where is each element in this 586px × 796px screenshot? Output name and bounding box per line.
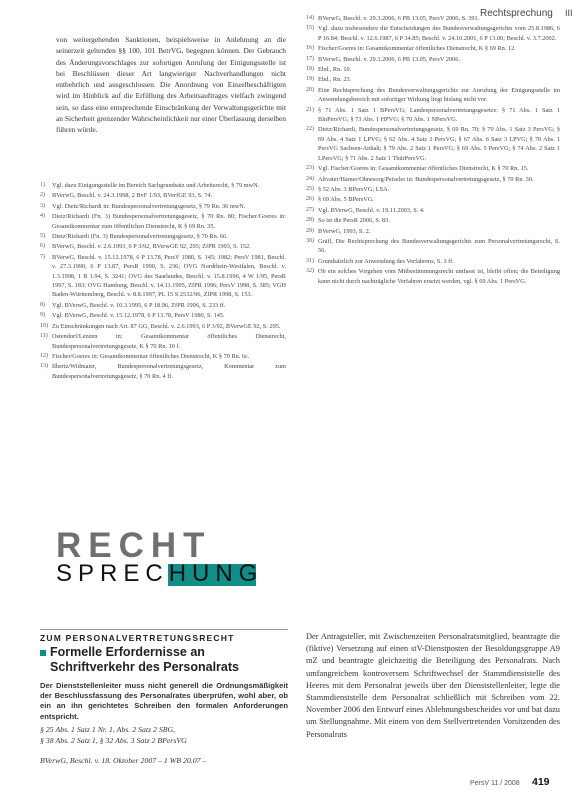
footnote-number: 31) (306, 257, 314, 264)
footnote-text: Fischer/Goeres in: Gesamtkommentar öffentliches Dienstrecht, K § 69 Rn. 12. (318, 45, 516, 53)
footnote-text: Zu Einschränkungen nach Art. 87 GG, Beschl. v. 2.6.1993, 6 P 3/92, BVerwGE 92, S. 295. (52, 322, 281, 330)
footnote-number: 28) (306, 217, 314, 224)
article-title: Formelle Erfordernisse an Schriftverkehr des Personalrats (50, 645, 239, 674)
footnote-text: BVerwG, Beschl. v. 15.12.1978, 6 P 13.78, PersV 1980, S. 145; 1982; PersV 1981, Beschl. v. 27.3.1990, 6 P 13.87, PersR 1990, S. 236; OVG Nordrhein-Westfalen, Beschl. v. 1.3.1998, 1 B 1.94, S. 3241; OVG des Saarlandes, Beschl. v. 15.8.1996, 4 W 1/95, PersR 1997, S. 183; OVG Hamburg, Beschl. v. 14.11.1995, ZfPR 1996; PersV 1998, S. 385; VGH Baden-Württemberg, Beschl. v. 8.8.1997, PL 15 S 2532/96, ZfPR 1998, S. 153. (52, 253, 286, 299)
footnote-number: 16) (306, 45, 314, 52)
footnote-text: Vgl. BVerwG, Beschl. v. 15.12.1978, 6 P 13.78, PersV 1980, S. 145. (52, 312, 225, 320)
footnote-number: 3) (40, 202, 45, 209)
footnote (40, 301, 286, 310)
footnote-number: 14) (306, 15, 314, 21)
footnote (306, 24, 560, 43)
footnote-number: 9) (40, 312, 45, 319)
footnote-text: Vgl. dazu insbesondere die Entscheidungen des Bundesverwaltungsgerichts vom 25.8.1986, 6 P 16.84; Beschl. v. 12.6.1987, 6 P 34.85; Beschl. v. 24.10.2001, 6 P 13.00; Beschl. v. 3.7.2002. (318, 25, 560, 42)
footnote (40, 253, 286, 300)
footnote-text: Dietz/Richardi (Fn. 3) Bundespersonalvertretungsgesetz, § 70 Rn. 80; Fischer/Goeres in: Gesamtkommentar zum öffentlichen Dienstrecht, K § 69 Rn. 35. (52, 213, 286, 230)
footnote (40, 332, 286, 351)
footnote (40, 181, 286, 190)
article-body (306, 631, 560, 741)
footnote-number: 12) (40, 352, 48, 359)
footnote (40, 362, 286, 381)
footnote-text: Vgl. BVerwG, Beschl. v. 10.3.1995, 6 P 18.96, ZfPR 1996, S. 233 ff. (52, 301, 226, 309)
footnote-text: Ilbertz/Widmaier, Bundespersonalvertretungsgesetz, Kommentar zum Bundespersonalvertretungsgesetz, § 70 Rn. 4 ff. (52, 363, 286, 380)
legal-ref: § 25 Abs. 1 Satz 1 Nr. 1, Abs. 2 Satz 2 SBG, (40, 725, 176, 734)
footnote-number: 32) (306, 268, 314, 275)
footnote-number: 13) (40, 363, 48, 370)
header-section: Rechtsprechung (480, 8, 553, 19)
footnote (306, 65, 560, 74)
footnote-text: Eine Rechtsprechung des Bundesverwaltungsgerichts zur Anrufung der Einigungsstelle im Anwendungsbereich mit sofortiger Wirkung liegt bislang nicht vor. (318, 86, 560, 104)
article-court-citation: BVerwG, Beschl. v. 18. Oktober 2007 – 1 WB 20.07 – (40, 756, 207, 765)
left-footnotes (40, 181, 286, 382)
footnote-text: Ebd., Rn. 23. (318, 76, 352, 84)
footnote (40, 232, 286, 241)
footnote-text: BVerwG, Beschl. v. 29.3.2006, 6 PB 13.05, PersV 2006. (318, 55, 461, 63)
footnote-text: Vgl. Fischer/Goeres in: Gesamtkommentar öffentliches Dienstrecht, K § 70 Rn. 15. (318, 165, 529, 173)
footnote-number: 27) (306, 206, 314, 213)
footnote (306, 195, 560, 204)
footnote (40, 352, 286, 361)
footnote-text: Ebd., Rn. 10. (318, 66, 352, 74)
footnote-text: So ist die PersR 2006, S. 83. (318, 217, 390, 225)
section-heading: ZUM PERSONALVERTRETUNGSRECHT (40, 633, 235, 643)
footnote (40, 242, 286, 251)
footnote-text: Vgl. dazu Einigungsstelle im Bereich Sachgrundsatz und Arbeitsrecht, § 79 mwN. (52, 182, 260, 189)
footnote-number: 8) (40, 301, 45, 308)
footnote-number: 2) (40, 192, 45, 199)
footnote-text: Dietz/Richardi, Bundespersonalvertretungsgesetz, § 69 Rn. 70; § 70 Abs. 1 Satz 3 PersVG; § 69 Abs. 4 Satz 1 LPVG; § 62 Abs. 4 Satz 2 PersVG; § 67 Abs. 6 Satz 3 LPVG; § 70 Abs. 1 PersVG Sachsen-Anhalt; § 79 Abs. 2 Satz 1 PersVG; § 69 Abs. 5 PersVG; § 74 Abs. 2 Satz 1 LPersVG; § 71 Abs. 2 Satz 1 ThürPersVG. (318, 126, 560, 162)
footnote (40, 212, 286, 231)
footnote-text: § 71 Abs. 1 Satz 1 BPersVG; Landespersonalvertretungsgesetze: § 71 Abs. 1 Satz 1 BlnPersVG; § 73 Abs. 1 HPVG; § 70 Abs. 1 NPersVG. (318, 106, 560, 124)
footnote-text: § 52 Abs. 3 BPersVG; LSA. (318, 185, 390, 193)
page-number: 419 (532, 776, 550, 788)
footnote (306, 164, 560, 173)
footnote-number: 18) (306, 66, 314, 73)
footnote-number: 24) (306, 175, 314, 182)
footnote-text: Dietz/Richardi (Fn. 3) Bundespersonalvertretungsgesetz, § 70 Rn. 66. (52, 233, 228, 241)
footnote-number: 22) (306, 126, 314, 133)
banner-recht: RECHT (56, 526, 212, 565)
section-rule (40, 629, 288, 630)
footnote (306, 267, 560, 286)
footnote (306, 106, 560, 125)
header-mark: III (565, 8, 573, 18)
footnote-number: 25) (306, 185, 314, 192)
footnote-number: 20) (306, 86, 314, 93)
footnote-text: Vgl. BVerwG, Beschl. v. 19.11.2003, S. 4. (318, 206, 425, 214)
footnote (306, 237, 560, 256)
footnote-text: Altvater/Hamer/Ohnesorg/Peiseler in: Bundespersonalvertretungsgesetz, § 70 Rn. 30. (318, 175, 534, 183)
footnote-text: Gräfl, Die Rechtsprechung des Bundesverwaltungsgerichts zum Personalvertretungsrecht, S. 56. (318, 237, 560, 255)
footnote (306, 44, 560, 53)
right-footnotes (306, 14, 560, 287)
footnote (306, 125, 560, 163)
footnote-number: 10) (40, 322, 48, 329)
footnote-number: 5) (40, 233, 45, 240)
footnote (306, 257, 560, 266)
footnote (40, 202, 286, 211)
footnote-number: 7) (40, 253, 45, 260)
footnote-number: 1) (40, 182, 45, 188)
paragraph: von weitergehenden Sanktionen, beispielsweise in Anlehnung an die seinerzeit geltenden §§ 100, 101 BetrVG, begegnen können. Der Gebrauch des Änderungsvorschlages zur sofortigen Anrufung der Einigungsstelle ist bei Beschlüssen dieser Art langwieriger Nachverhandlungen nicht entbehrlich und ausgeschlossen. Die Anordnung von Einzelbeschäftigten wird im Hinblick auf die Erfüllung des Arbeitsauftrages vielfach zwingend sein, so dass eine entsprechende Einschränkung der Verwaltungsgerichte mit an Sicherheit grenzender Wahrscheinlichkeit nur einer Überlassung derselben führen würde. (56, 35, 286, 135)
footnote (306, 185, 560, 194)
footnote-number: 19) (306, 76, 314, 83)
footnote (306, 86, 560, 105)
left-body-text (56, 34, 286, 136)
footnote-number: 30) (306, 237, 314, 244)
footnote-number: 11) (40, 333, 48, 340)
footnote-number: 6) (40, 243, 45, 250)
footnote (306, 216, 560, 225)
footnote-text: Ostendorf/Lenzen in: Gesamtkommentar öffentliches Dienstrecht, Bundespersonalvertretungsgesetz, K § 70 Rn. 10 f. (52, 333, 286, 350)
footnote-number: 15) (306, 25, 314, 32)
footnote-number: 23) (306, 165, 314, 172)
footnote (306, 175, 560, 184)
footnote-text: § 69 Abs. 5 BPersVG. (318, 196, 374, 204)
footnote-text: Grundsätzlich zur Anwendung des Verfahrens, S. 3 ff. (318, 257, 454, 265)
article-legal-refs (40, 724, 288, 746)
footnote-number: 26) (306, 196, 314, 203)
footnote-text: Vgl. Dietz/Richardi in: Bundespersonalvertretungsgesetz, § 79 Rn. 36 mwN. (52, 202, 246, 210)
footnote (306, 14, 560, 23)
paragraph: Der Antragsteller, mit Zwischenzeiten Personalratsmitglied, beantragte die (fiktive) Versetzung auf einen stV-Dienstposten der Besoldungsgruppe A9 mZ und beantragte gleichzeitig die Beteiligung des Personalrats. Nach umfangreichem kontroversem Schriftwechsel der Stammdienststelle des Heeres mit dem Personalrat jeweils über den Dienststellenleiter, legte die Stammdienststelle dem Personalrat schließlich mit Schreiben vom 22. November 2006 den Entwurf eines Ablehnungsbescheides vor und bat dazu um Stellungnahme. Mit einem von dem Stellvertretenden Vorsitzenden des Personalrats (306, 632, 560, 739)
footnote (306, 206, 560, 215)
banner-sprechung: SPRECHUNG (56, 560, 264, 587)
footnote-number: 29) (306, 227, 314, 234)
footnote-number: 4) (40, 213, 45, 220)
footnote-text: BVerwG, 1993, S. 2. (318, 227, 371, 235)
footnote (40, 311, 286, 320)
article-lead: Der Dienststellenleiter muss nicht generell die Ordnungsmäßigkeit der Beschlussfassung des Personalrates überprüfen, wohl aber, ob ein an ihn gerichtetes Schreiben den formalen Anforderungen entspricht. (40, 681, 288, 721)
footnote-text: BVerwG, Beschl. v. 29.3.2006, 6 PB 13.05, PersV 2006, S. 391. (318, 15, 480, 22)
footnote (306, 75, 560, 84)
square-bullet-icon (40, 650, 46, 656)
footnote-number: 21) (306, 106, 314, 113)
footnote-text: Fischer/Goeres in: Gesamtkommentar öffentliches Dienstrecht, K § 70 Rn. 6c. (52, 352, 250, 360)
footnote-text: BVerwG, Beschl. v. 24.3.1998, 2 BvF 1/93, BVerfGE 93, S. 74. (52, 192, 213, 200)
legal-ref: § 38 Abs. 2 Satz 1, § 32 Abs. 3 Satz 2 BPersVG (40, 736, 187, 745)
footnote (40, 322, 286, 331)
footnote-number: 17) (306, 55, 314, 62)
footer-journal: PersV 11 / 2008 (470, 780, 520, 787)
footnote (40, 191, 286, 200)
footnote-text: Ob ein solches Vorgehen vom Mitbestimmungsrecht umfasst ist, bleibt offen; die Beteiligung kann nicht durch nachträgliche Verfahren ersetzt werden, vgl. § 69 Abs. 1 PersVG. (318, 268, 560, 285)
footnote (306, 55, 560, 64)
footnote (306, 227, 560, 236)
footnote-text: BVerwG, Beschl. v. 2.6.1993, 6 P 3/92, BVerwGE 92, 295; ZfPR 1993, S. 152. (52, 243, 251, 251)
